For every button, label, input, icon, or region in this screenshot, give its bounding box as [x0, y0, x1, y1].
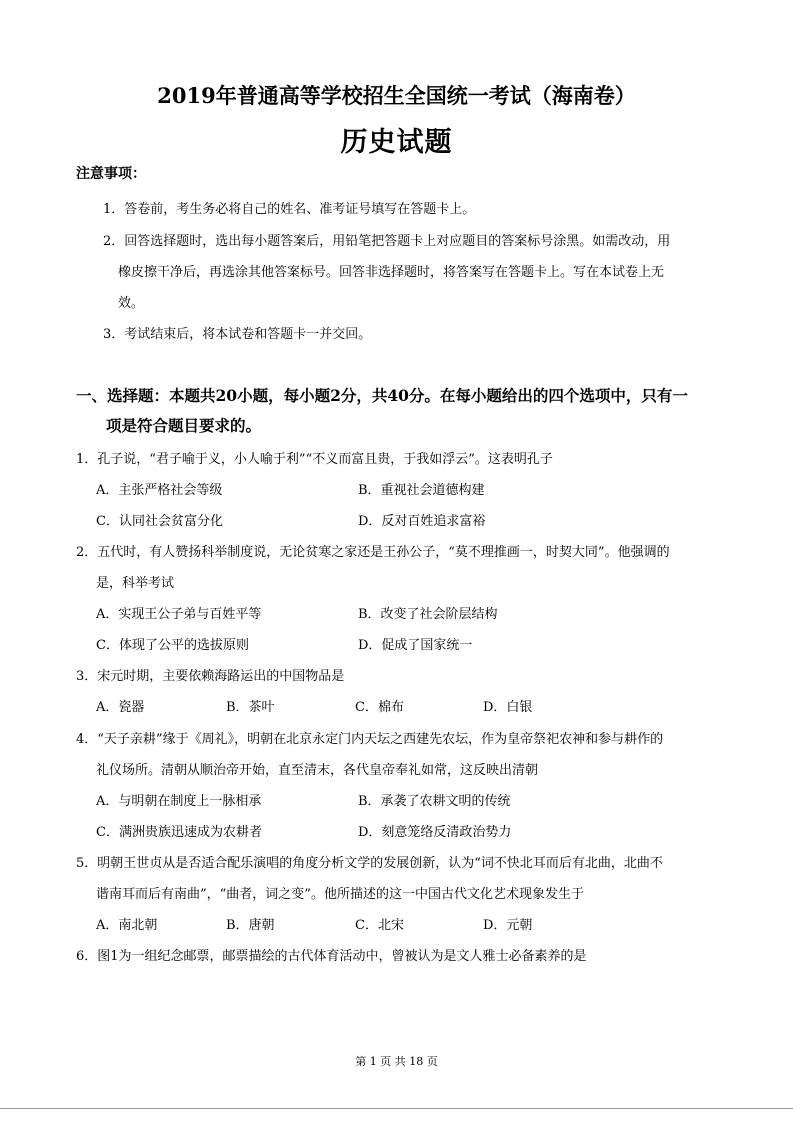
question-2-stem: 2．五代时，有人赞扬科举制度说，无论贫寒之家还是王孙公子，“莫不理推画一，时契大同”。他强调的: [76, 545, 670, 560]
notice-item: 2．回答选择题时，选出每小题答案后，用铅笔把答题卡上对应题目的答案标号涂黑。如需改动，用: [103, 234, 671, 249]
question-5-option-a: A．南北朝: [96, 918, 158, 933]
notice-item: 1．答卷前，考生务必将自己的姓名、准考证号填写在答题卡上。: [103, 202, 476, 217]
question-5-option-d: D．元朝: [483, 918, 533, 933]
notice-item-continued: 橡皮擦干净后，再选涂其他答案标号。回答非选择题时，将答案写在答题卡上。写在本试卷上无: [118, 265, 665, 280]
question-2-stem-continued: 是，科举考试: [96, 576, 175, 591]
notice-item-continued: 效。: [118, 296, 145, 311]
question-1-option-d: D．反对百姓追求富裕: [358, 514, 486, 529]
notice-heading: 注意事项：: [76, 166, 146, 182]
question-4-option-a: A．与明朝在制度上一脉相承: [96, 794, 262, 809]
exam-title: 2019年普通高等学校招生全国统一考试（海南卷）: [157, 83, 636, 108]
question-3-option-d: D．白银: [483, 700, 533, 715]
question-3-option-b: B．茶叶: [226, 700, 275, 715]
question-5-stem: 5．明朝王世贞从是否适合配乐演唱的角度分析文学的发展创新，认为“词不快北耳而后有北曲，北曲不: [76, 856, 663, 871]
question-5-stem-continued: 谐南耳而后有南曲”，“曲者，词之变”。他所描述的这一中国古代文化艺术现象发生于: [96, 887, 584, 902]
question-2-option-a: A．实现王公子弟与百姓平等: [96, 607, 262, 622]
question-1-stem: 1．孔子说，“君子喻于义，小人喻于利”“不义而富且贵，于我如浮云”。这表明孔子: [76, 452, 553, 467]
question-2-option-b: B．改变了社会阶层结构: [358, 607, 498, 622]
page-bottom-rule: [0, 1108, 793, 1109]
question-1-option-b: B．重视社会道德构建: [358, 483, 485, 498]
question-2-option-d: D．促成了国家统一: [358, 638, 473, 653]
question-4-option-c: C．满洲贵族迅速成为农耕者: [96, 825, 262, 840]
question-1-option-c: C．认同社会贫富分化: [96, 514, 223, 529]
question-3-option-a: A．瓷器: [96, 700, 145, 715]
question-2-option-c: C．体现了公平的选拔原则: [96, 638, 249, 653]
page-indicator: 第 1 页 共 18 页: [355, 1055, 438, 1068]
question-4-stem: 4．“天子亲耕”缘于《周礼》，明朝在北京永定门内天坛之西建先农坛，作为皇帝祭祀农神和参与耕作的: [76, 732, 664, 747]
question-5-option-b: B．唐朝: [226, 918, 275, 933]
notice-item: 3．考试结束后，将本试卷和答题卡一并交回。: [103, 327, 372, 342]
question-3-stem: 3．宋元时期，主要依赖海路运出的中国物品是: [76, 669, 345, 684]
question-3-option-c: C．棉布: [355, 700, 404, 715]
question-5-option-c: C．北宋: [355, 918, 404, 933]
question-1-option-a: A．主张严格社会等级: [96, 483, 223, 498]
subject-title: 历史试题: [340, 127, 453, 158]
section-heading: 一、选择题：本题共20小题，每小题2分，共40分。在每小题给出的四个选项中，只有一: [76, 386, 688, 405]
section-heading-continued: 项是符合题目要求的。: [106, 416, 262, 435]
question-4-stem-continued: 礼仪场所。清朝从顺治帝开始，直至清末，各代皇帝奉礼如常，这反映出清朝: [96, 763, 539, 778]
question-4-option-b: B．承袭了农耕文明的传统: [358, 794, 511, 809]
question-4-option-d: D．刻意笼络反清政治势力: [358, 825, 512, 840]
question-6-stem: 6．图1为一组纪念邮票，邮票描绘的古代体育活动中，曾被认为是文人雅士必备素养的是: [76, 949, 587, 964]
